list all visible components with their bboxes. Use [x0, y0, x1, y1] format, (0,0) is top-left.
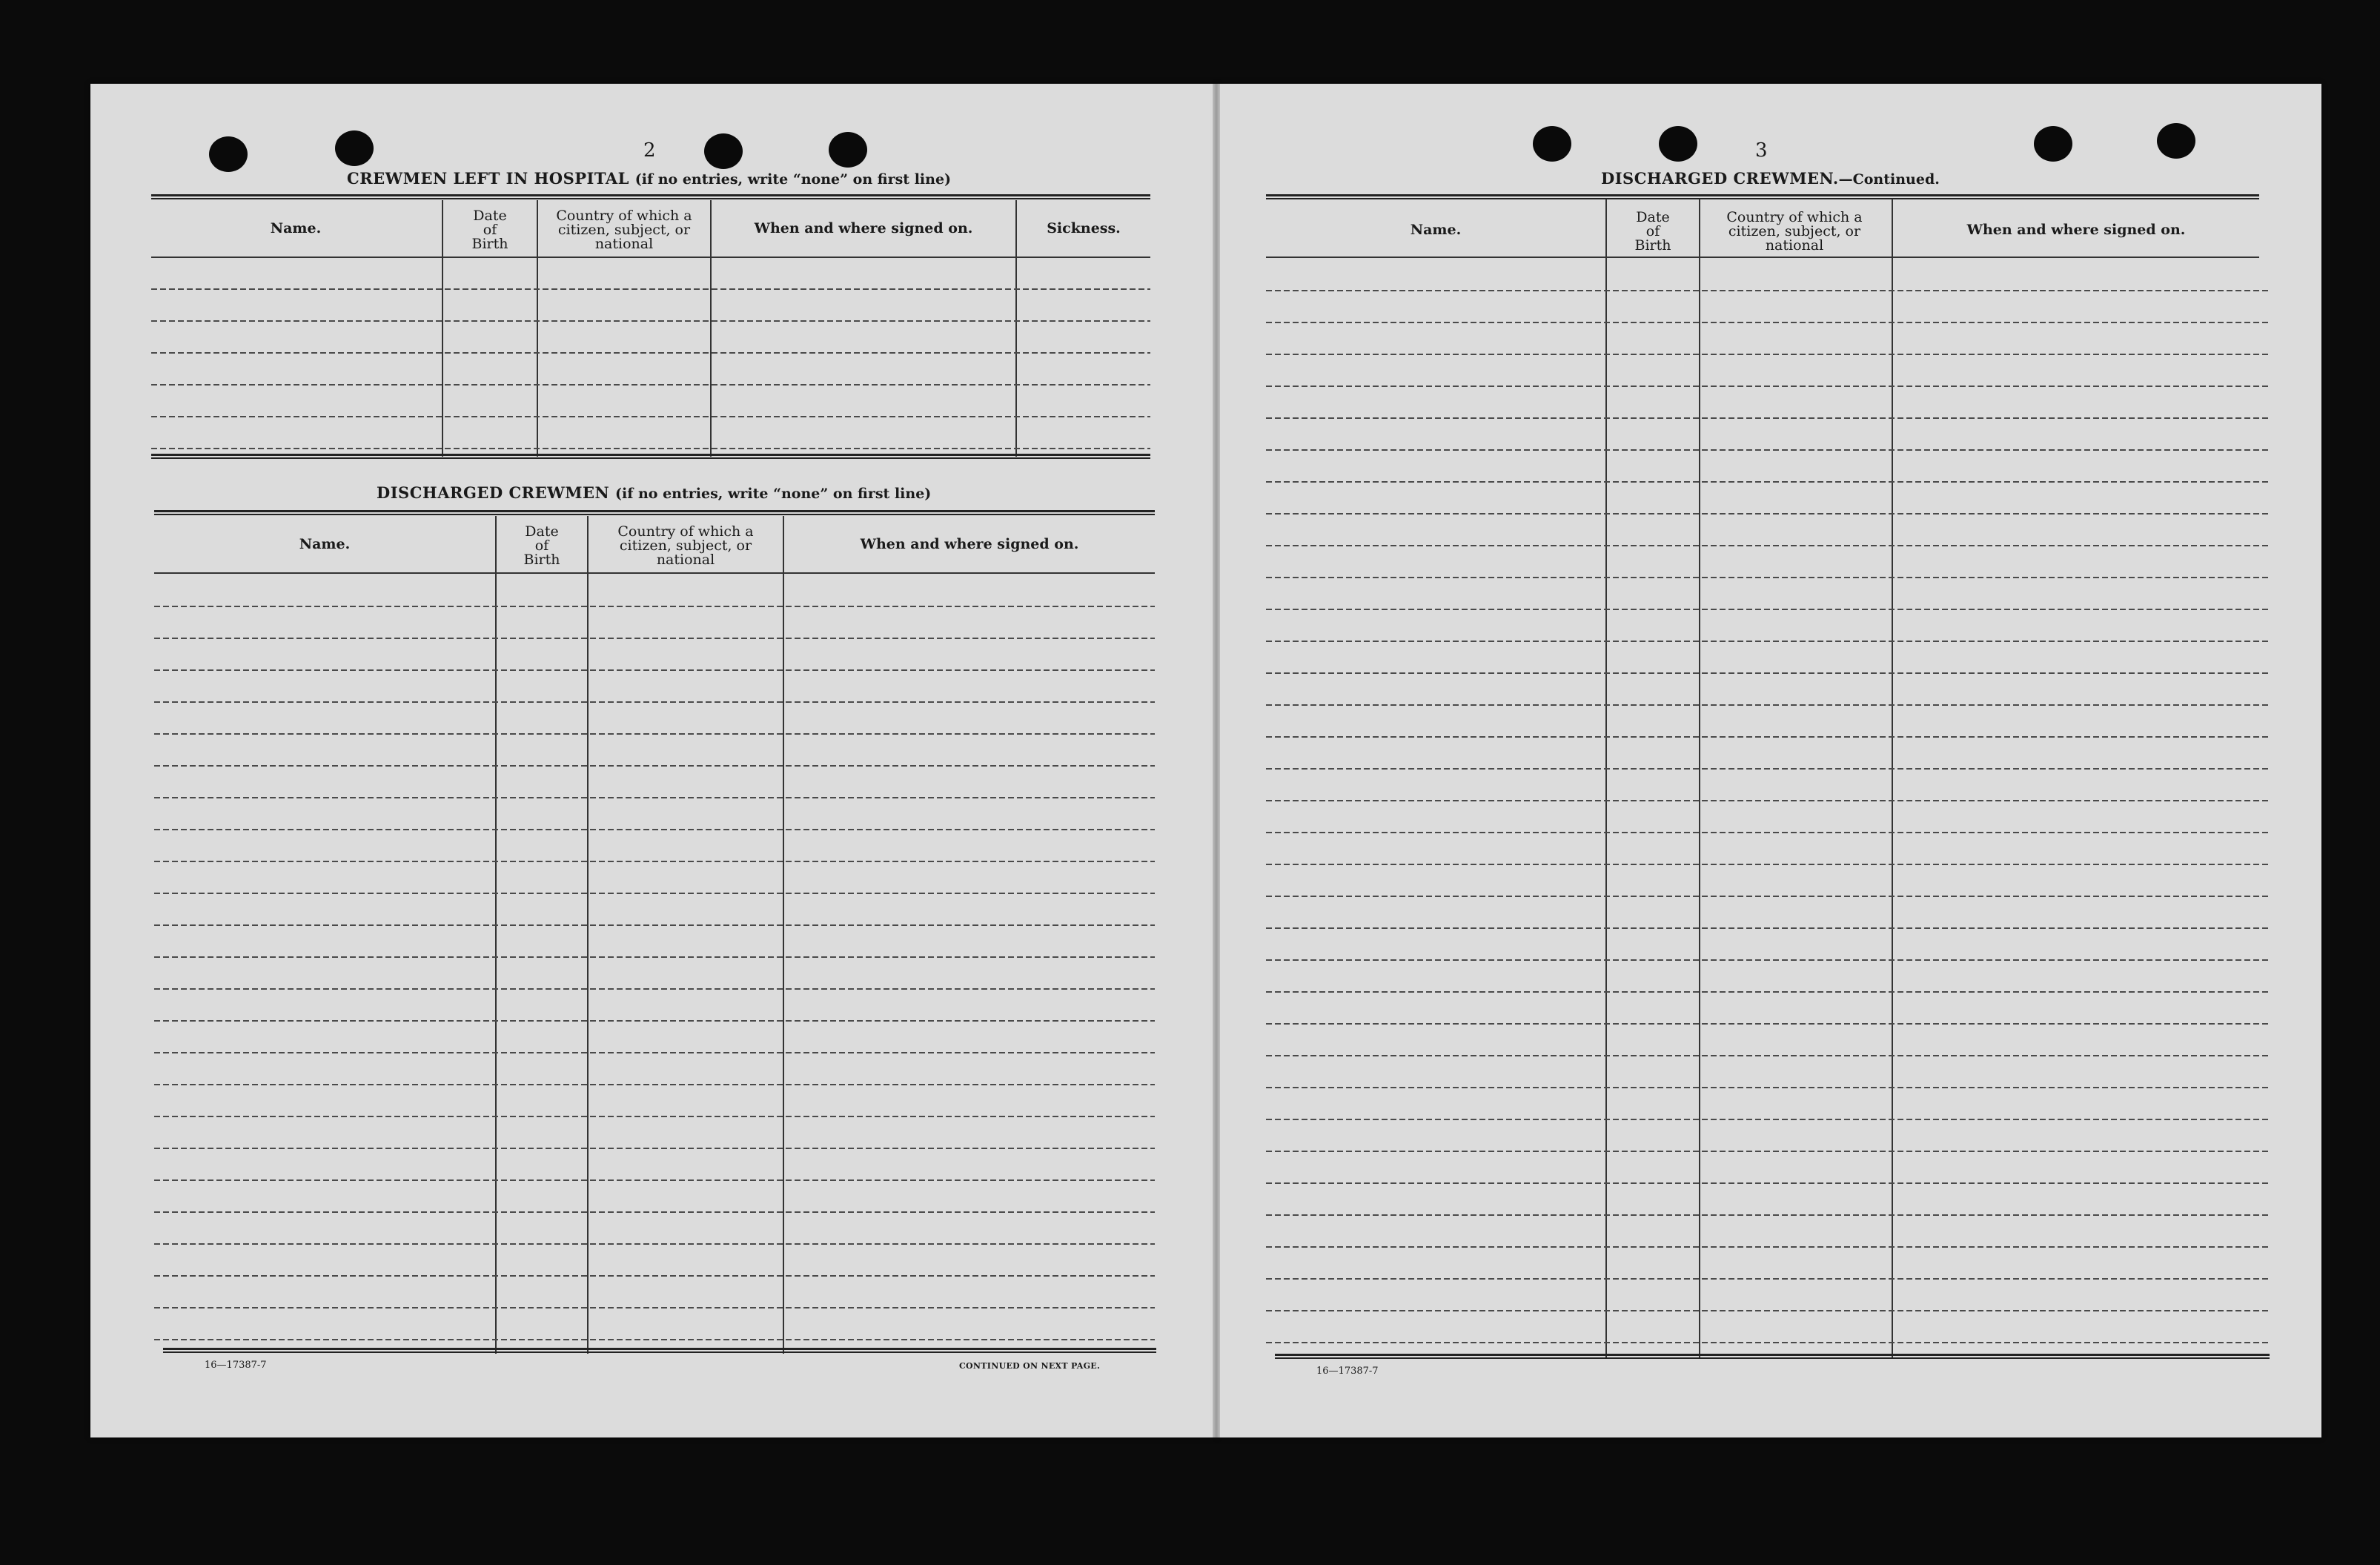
country-line3: national	[1765, 236, 1824, 254]
country-line3: national	[656, 551, 715, 568]
punch-hole	[2157, 123, 2195, 159]
hospital-note: (if no entries, write “none” on first line)	[634, 171, 952, 188]
col-header-signed-on: When and where signed on.	[1966, 221, 2186, 238]
dob-line1: Date	[473, 207, 507, 224]
col-header-signed-on: When and where signed on.	[860, 535, 1079, 552]
col-header-name: Name.	[1410, 221, 1462, 238]
table-top-rule	[1266, 194, 2259, 199]
table-top-rule	[154, 510, 1155, 515]
dob-line3: Birth	[1634, 236, 1671, 254]
punch-hole	[335, 130, 374, 166]
punch-hole	[1659, 126, 1697, 162]
punch-hole	[704, 133, 743, 169]
continued-note: CONTINUED ON NEXT PAGE.	[959, 1361, 1101, 1371]
dob-line2: of	[483, 221, 497, 238]
discharged-note: (if no entries, write “none” on first line)	[614, 486, 932, 502]
country-line3: national	[594, 235, 654, 252]
page-number: 2	[643, 139, 656, 162]
col-header-sickness: Sickness.	[1047, 219, 1121, 236]
dob-line3: Birth	[523, 551, 560, 568]
dob-line2: of	[534, 537, 549, 554]
country-line2: citizen, subject, or	[1728, 222, 1861, 239]
section-title-hospital	[347, 169, 951, 188]
col-header-country	[538, 203, 710, 257]
punch-hole	[2034, 126, 2072, 162]
section-title-discharged-continued	[1601, 169, 1940, 188]
ruled-rows	[154, 575, 1155, 1346]
dob-line1: Date	[525, 523, 559, 540]
table-top-rule	[151, 194, 1150, 199]
dob-line3: Birth	[471, 235, 508, 252]
table-bottom-rule	[151, 454, 1150, 459]
table-bottom-rule	[163, 1348, 1156, 1353]
col-header-signed-on: When and where signed on.	[754, 219, 973, 236]
col-header-name: Name.	[299, 535, 351, 552]
form-number: 16—17387-7	[205, 1360, 267, 1371]
country-line2: citizen, subject, or	[619, 537, 752, 554]
country-line2: citizen, subject, or	[557, 221, 691, 238]
col-header-dob	[498, 519, 586, 572]
section-title-discharged	[377, 483, 931, 502]
country-line1: Country of which a	[556, 207, 692, 224]
hospital-title: CREWMEN LEFT IN HOSPITAL	[347, 169, 629, 188]
punch-hole	[209, 136, 248, 172]
ruled-rows	[151, 258, 1150, 455]
col-header-dob	[443, 203, 537, 257]
discharged-continued-title: DISCHARGED CREWMEN.	[1601, 169, 1839, 188]
col-header-country	[1700, 205, 1889, 258]
form-number: 16—17387-7	[1316, 1366, 1379, 1377]
ruled-rows	[1266, 259, 2268, 1355]
country-line1: Country of which a	[1726, 208, 1863, 225]
page-number: 3	[1755, 139, 1768, 162]
page-spine	[1213, 84, 1220, 1437]
country-line1: Country of which a	[617, 523, 754, 540]
punch-hole	[829, 132, 867, 168]
header-rule	[1266, 257, 2259, 258]
col-header-name: Name.	[270, 219, 322, 236]
header-rule	[154, 572, 1155, 574]
col-header-country	[590, 519, 781, 572]
table-bottom-rule	[1275, 1354, 2270, 1359]
dob-line2: of	[1645, 222, 1660, 239]
dob-line1: Date	[1636, 208, 1670, 225]
discharged-title: DISCHARGED CREWMEN	[377, 483, 610, 502]
continued-suffix: —Continued.	[1838, 171, 1940, 188]
punch-hole	[1533, 126, 1571, 162]
col-header-dob	[1608, 205, 1697, 258]
